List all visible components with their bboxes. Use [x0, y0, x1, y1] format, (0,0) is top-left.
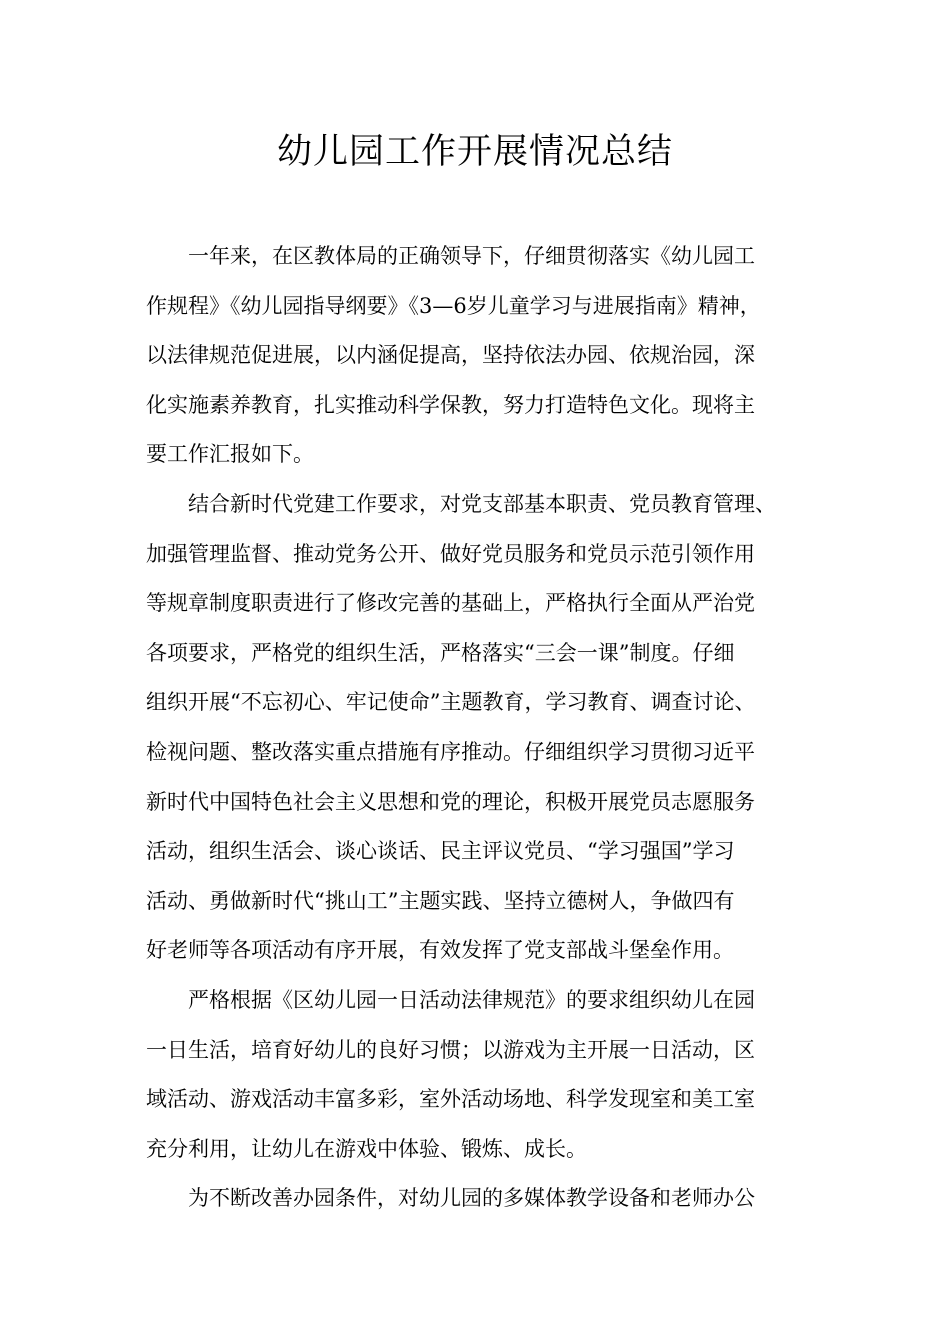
paragraph-line: 以法律规范促进展，以内涵促提高，坚持依法办园、依规治园，深	[146, 343, 755, 368]
paragraph-line: 新时代中国特色社会主义思想和党的理论，积极开展党员志愿服务	[146, 789, 755, 814]
paragraph-line: 充分利用，让幼儿在游戏中体验、锻炼、成长。	[146, 1136, 587, 1161]
paragraph-line: 组织开展“不忘初心、牢记使命”主题教育，学习教育、调查讨论、	[146, 690, 756, 715]
paragraph-line: 结合新时代党建工作要求，对党支部基本职责、党员教育管理、	[188, 491, 776, 516]
paragraph-line: 要工作汇报如下。	[146, 442, 314, 467]
paragraph-line: 等规章制度职责进行了修改完善的基础上，严格执行全面从严治党	[146, 591, 755, 616]
paragraph-line: 好老师等各项活动有序开展，有效发挥了党支部战斗堡垒作用。	[146, 938, 734, 963]
paragraph-line: 检视问题、整改落实重点措施有序推动。仔细组织学习贯彻习近平	[146, 739, 755, 764]
paragraph-line: 严格根据《区幼儿园一日活动法律规范》的要求组织幼儿在园	[188, 987, 755, 1012]
paragraph-line: 活动、勇做新时代“挑山工”主题实践、坚持立德树人，争做四有	[146, 888, 735, 913]
paragraph-line: 加强管理监督、推动党务公开、做好党员服务和党员示范引领作用	[146, 541, 755, 566]
paragraph-line: 作规程》《幼儿园指导纲要》《3—6岁儿童学习与进展指南》精神，	[146, 293, 761, 318]
paragraph-line: 各项要求，严格党的组织生活，严格落实“三会一课”制度。仔细	[146, 640, 735, 665]
document-body	[146, 232, 826, 1224]
paragraph-line: 域活动、游戏活动丰富多彩，室外活动场地、科学发现室和美工室	[146, 1087, 755, 1112]
document-title: 幼儿园工作开展情况总结	[276, 132, 673, 172]
paragraph-line: 化实施素养教育，扎实推动科学保教，努力打造特色文化。现将主	[146, 392, 755, 417]
paragraph-line: 一日生活，培育好幼儿的良好习惯；以游戏为主开展一日活动，区	[146, 1037, 755, 1062]
paragraph-line: 一年来，在区教体局的正确领导下，仔细贯彻落实《幼儿园工	[188, 244, 755, 268]
paragraph-line: 活动，组织生活会、谈心谈话、民主评议党员、“学习强国”学习	[146, 839, 735, 864]
paragraph-line: 为不断改善办园条件，对幼儿园的多媒体教学设备和老师办公	[188, 1186, 755, 1211]
